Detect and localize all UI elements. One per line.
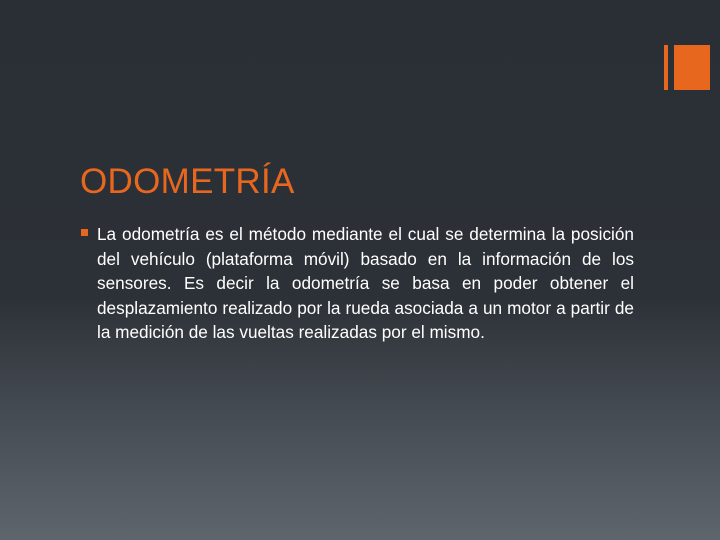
accent-bar-thick (674, 45, 710, 90)
slide-title: ODOMETRÍA (80, 162, 295, 201)
bullet-text: La odometría es el método mediante el cual se determina la posición del vehículo (plataforma móvil) basado en la información de los sensores. Es decir la odometría se basa en poder obtener el desplazamiento realizado por la rueda asociada a un motor a partir de la medición de las vueltas realizadas por el mismo. (97, 224, 634, 342)
square-bullet-icon (81, 229, 88, 236)
accent-bar-thin (664, 45, 668, 90)
bullet-item (80, 222, 634, 345)
slide-body (80, 222, 634, 345)
